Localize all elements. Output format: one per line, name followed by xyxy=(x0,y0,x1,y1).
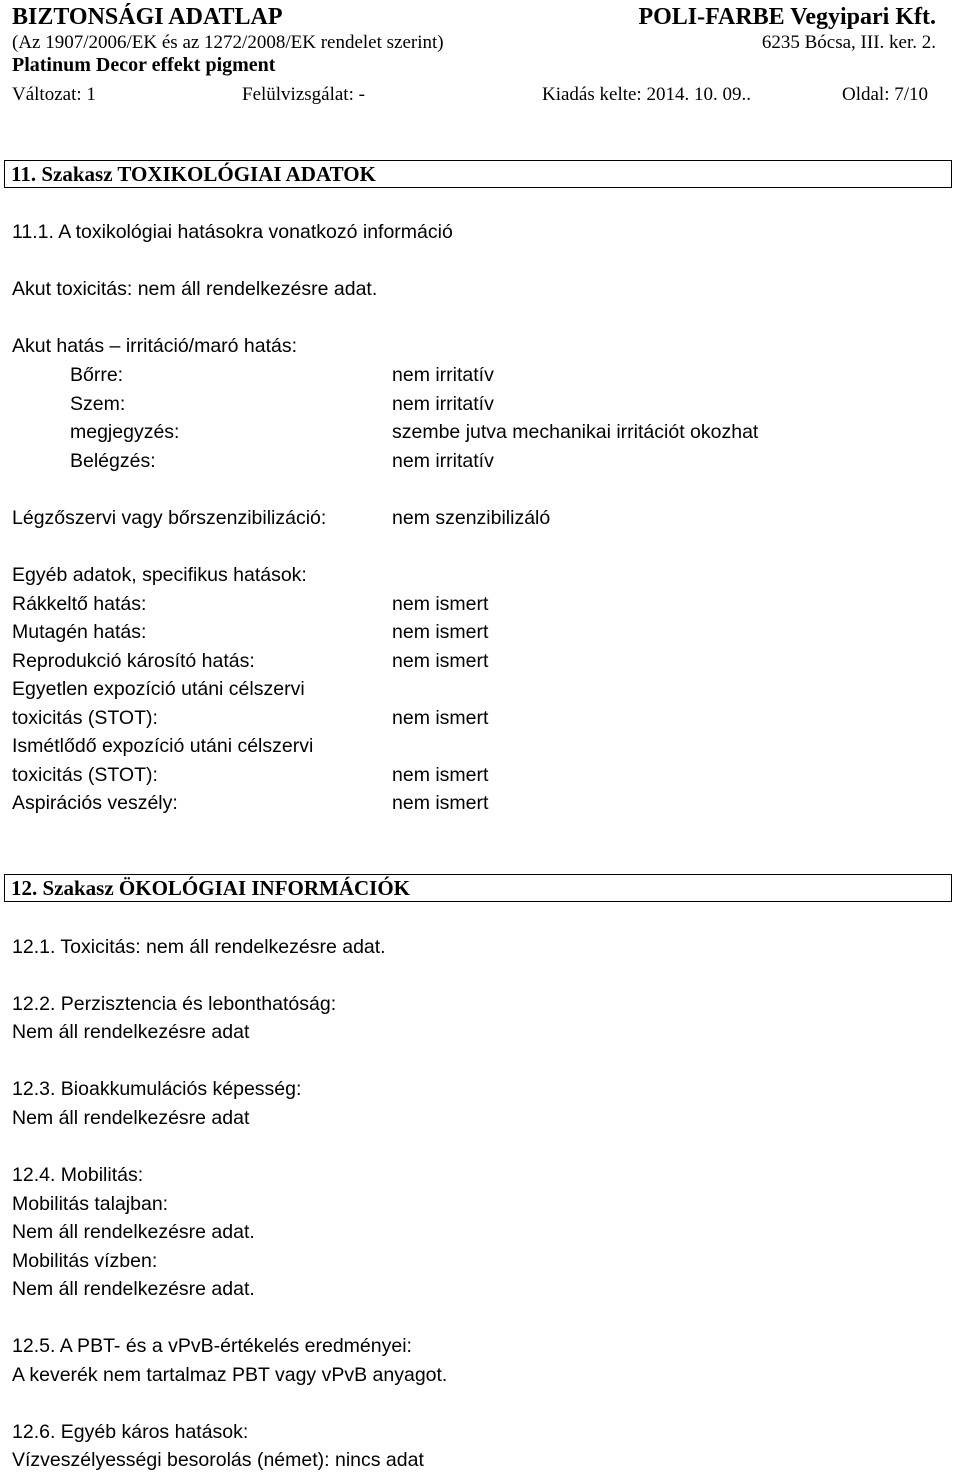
section-12-5-title: 12.5. A PBT- és a vPvB-értékelés eredményei: xyxy=(12,1335,412,1357)
other-effect-label: toxicitás (STOT): xyxy=(12,764,158,786)
section-12-4-title: 12.4. Mobilitás: xyxy=(12,1164,144,1186)
section-12-3-value: Nem áll rendelkezésre adat xyxy=(12,1107,250,1129)
section-12-3-title: 12.3. Bioakkumulációs képesség: xyxy=(12,1078,302,1100)
section-12-2-value: Nem áll rendelkezésre adat xyxy=(12,1021,250,1043)
irritation-label-inhalation: Belégzés: xyxy=(70,450,156,472)
product-name: Platinum Decor effekt pigment xyxy=(12,54,276,76)
other-effect-value: nem ismert xyxy=(392,650,489,672)
sensitization-label: Légzőszervi vagy bőrszenzibilizáció: xyxy=(12,507,327,529)
other-effect-value: nem ismert xyxy=(392,621,489,643)
mobility-water-label: Mobilitás vízben: xyxy=(12,1250,158,1272)
company-name: POLI-FARBE Vegyipari Kft. xyxy=(638,4,936,30)
section-12-5-value: A keverék nem tartalmaz PBT vagy vPvB anyagot. xyxy=(12,1364,448,1386)
irritation-value-eye: nem irritatív xyxy=(392,393,494,415)
irritation-value-inhalation: nem irritatív xyxy=(392,450,494,472)
other-effects-label: Egyéb adatok, specifikus hatások: xyxy=(12,564,307,586)
irritation-value-skin: nem irritatív xyxy=(392,364,494,386)
sensitization-value: nem szenzibilizáló xyxy=(392,507,551,529)
mobility-soil-value: Nem áll rendelkezésre adat. xyxy=(12,1221,255,1243)
mobility-soil-label: Mobilitás talajban: xyxy=(12,1193,169,1215)
acute-irritation-label: Akut hatás – irritáció/maró hatás: xyxy=(12,335,298,357)
other-effect-label: Rákkeltő hatás: xyxy=(12,593,147,615)
section-12-6-value: Vízveszélyességi besorolás (német): nincs adat xyxy=(12,1449,424,1471)
irritation-value-note: szembe jutva mechanikai irritációt okozhat xyxy=(392,421,759,443)
page-number: Oldal: 7/10 xyxy=(842,84,929,105)
section-11-1-title: 11.1. A toxikológiai hatásokra vonatkozó információ xyxy=(12,221,453,243)
company-address: 6235 Bócsa, III. ker. 2. xyxy=(761,32,936,53)
other-effect-label: Aspirációs veszély: xyxy=(12,792,178,814)
acute-toxicity: Akut toxicitás: nem áll rendelkezésre adat. xyxy=(12,278,378,300)
other-effect-label: Mutagén hatás: xyxy=(12,621,147,643)
regulation-reference: (Az 1907/2006/EK és az 1272/2008/EK rendelet szerint) xyxy=(12,32,444,53)
other-effect-value: nem ismert xyxy=(392,593,489,615)
section-12-1: 12.1. Toxicitás: nem áll rendelkezésre adat. xyxy=(12,936,386,958)
irritation-label-note: megjegyzés: xyxy=(70,421,180,443)
section-12-heading: 12. Szakasz ÖKOLÓGIAI INFORMÁCIÓK xyxy=(4,874,952,902)
other-effect-value: nem ismert xyxy=(392,792,489,814)
other-effect-value: nem ismert xyxy=(392,707,489,729)
revision: Felülvizsgálat: - xyxy=(242,84,365,105)
irritation-label-skin: Bőrre: xyxy=(70,364,124,386)
other-effect-label: Egyetlen expozíció utáni célszervi xyxy=(12,678,305,700)
section-11-heading: 11. Szakasz TOXIKOLÓGIAI ADATOK xyxy=(4,160,952,188)
other-effect-label: Reprodukció károsító hatás: xyxy=(12,650,255,672)
document-title: BIZTONSÁGI ADATLAP xyxy=(12,4,283,30)
document-header xyxy=(12,4,936,108)
mobility-water-value: Nem áll rendelkezésre adat. xyxy=(12,1278,255,1300)
other-effect-value: nem ismert xyxy=(392,764,489,786)
irritation-label-eye: Szem: xyxy=(70,393,126,415)
issue-date: Kiadás kelte: 2014. 10. 09.. xyxy=(542,84,751,105)
version: Változat: 1 xyxy=(12,84,96,105)
section-12-2-title: 12.2. Perzisztencia és lebonthatóság: xyxy=(12,993,337,1015)
section-12-6-title: 12.6. Egyéb káros hatások: xyxy=(12,1421,249,1443)
other-effect-label: Ismétlődő expozíció utáni célszervi xyxy=(12,735,314,757)
other-effect-label: toxicitás (STOT): xyxy=(12,707,158,729)
